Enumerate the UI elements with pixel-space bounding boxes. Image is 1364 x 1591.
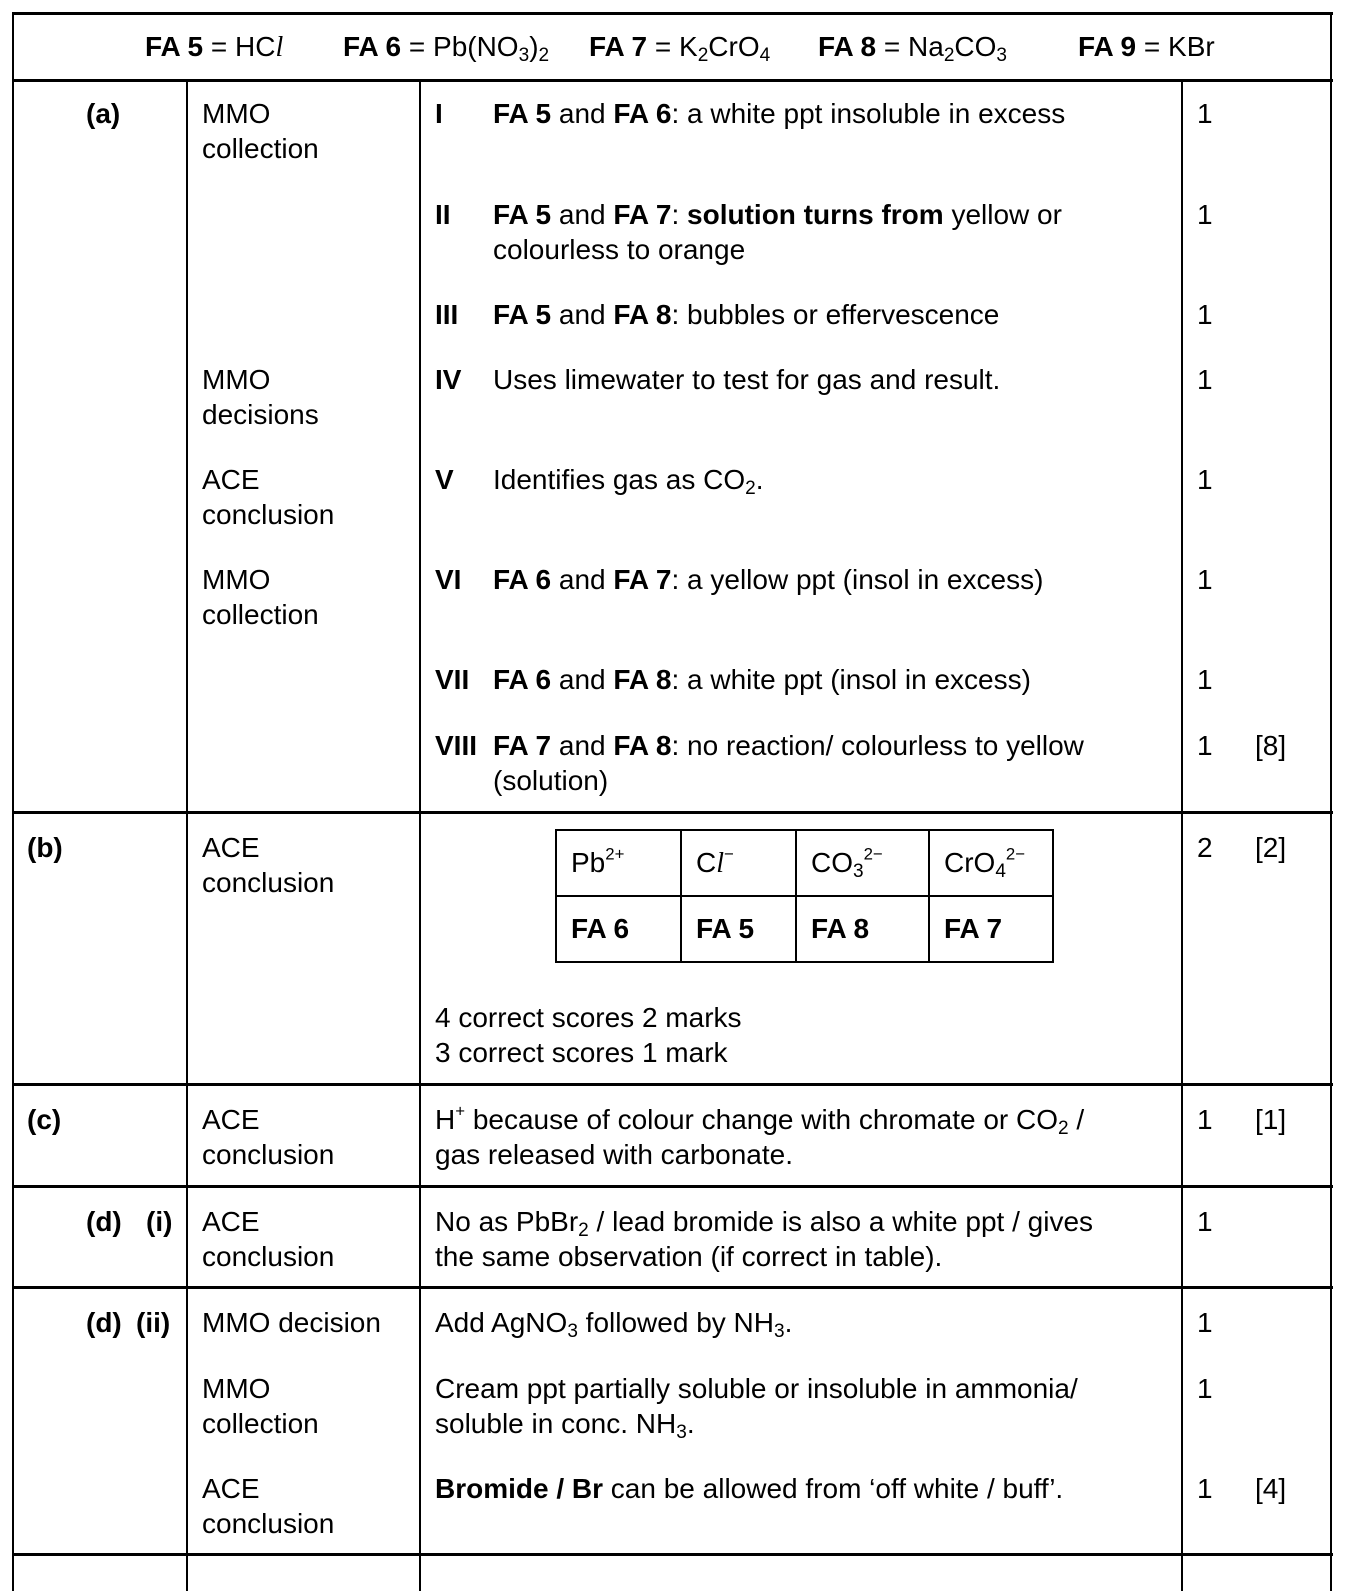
mark-value: 1	[1197, 1206, 1213, 1237]
mark-value: 1	[1197, 364, 1213, 395]
mark-value: 1	[1197, 564, 1213, 595]
header-fa5: FA 5 = HCl	[145, 31, 284, 63]
skill-mmo-decision: MMO decision	[202, 1307, 381, 1338]
table-divider-header	[12, 79, 1333, 82]
item-number: III	[435, 299, 459, 330]
part-label-ii: (ii)	[136, 1307, 171, 1338]
table-divider-c	[12, 1185, 1333, 1188]
column-divider-marks	[1181, 80, 1183, 1591]
part-label-b: (b)	[27, 832, 63, 863]
skill-ace-conclusion: ACE conclusion	[202, 464, 335, 530]
item-text: Identifies gas as $CO_2$.	[493, 464, 764, 499]
header-fa9: FA 9 = KBr	[1078, 31, 1215, 62]
table-border-right	[1330, 12, 1332, 1591]
section-total: [4]	[1255, 1473, 1287, 1504]
section-total: [1]	[1255, 1104, 1287, 1135]
part-label-d: (d)	[86, 1206, 122, 1237]
mark-value: 1	[1197, 1473, 1213, 1504]
answer-cell: FA 8	[796, 896, 929, 962]
ion-cell-cl: Cl−	[681, 830, 796, 896]
item-text: FA 5 and FA 6: a white ppt insoluble in excess	[493, 98, 1066, 129]
item-number: IV	[435, 364, 462, 395]
header-fa8: FA $8 = Na_2CO_3$	[818, 31, 1007, 66]
ion-cell-cro4: CrO$_4^{2-}$	[929, 830, 1053, 896]
skill-ace-conclusion: ACE conclusion	[202, 1206, 335, 1272]
table-divider-b	[12, 1083, 1333, 1086]
table-divider-di	[12, 1286, 1333, 1289]
table-divider-dii	[12, 1553, 1333, 1556]
part-label-c: (c)	[27, 1104, 62, 1135]
mark-value: 1	[1197, 664, 1213, 695]
mark-value: 1	[1197, 730, 1213, 761]
skill-ace-conclusion: ACE conclusion	[202, 1473, 335, 1539]
item-number: V	[435, 464, 454, 495]
mark-value: 1	[1197, 199, 1213, 230]
column-divider-skill	[186, 80, 188, 1591]
skill-mmo-collection: MMO collection	[202, 564, 319, 630]
part-label-a: (a)	[86, 98, 121, 129]
answer-cell: FA 7	[929, 896, 1053, 962]
ion-identification-table	[555, 829, 1054, 963]
answer-cell: FA 6	[556, 896, 681, 962]
column-divider-answer	[419, 80, 421, 1591]
part-label-d: (d)	[86, 1307, 122, 1338]
mark-value: 1	[1197, 1307, 1213, 1338]
skill-mmo-collection: MMO collection	[202, 1373, 319, 1439]
answer-text: Bromide / Br can be allowed from ‘off white / buff’.	[435, 1473, 1064, 1504]
answer-text: Add AgNO$_3$ followed by $NH_3$.	[435, 1307, 793, 1342]
skill-ace-conclusion: ACE conclusion	[202, 1104, 335, 1170]
answer-cell: FA 5	[681, 896, 796, 962]
table-row	[556, 830, 1053, 896]
item-text: FA 5 and FA 7: solution turns from yellow or colourless to orange	[493, 199, 1062, 265]
header-fa7: FA $7 = K_2CrO_4$	[589, 31, 771, 66]
ion-cell-pb: $Pb^{2+}$	[556, 830, 681, 896]
scoring-note: 4 correct scores 2 marks 3 correct scores 1 mark	[435, 1002, 742, 1068]
part-label-i: (i)	[146, 1206, 173, 1237]
header-fa6: FA $6 = Pb(NO_3)_2$	[343, 31, 550, 66]
mark-value: 1	[1197, 1104, 1213, 1135]
section-total: [8]	[1255, 730, 1287, 761]
mark-value: 1	[1197, 98, 1213, 129]
answer-text: No as PbBr$_2$ / lead bromide is also a white ppt / gives the same observation (if correct in table).	[435, 1206, 1094, 1272]
mark-value: 1	[1197, 464, 1213, 495]
table-divider-a	[12, 811, 1333, 814]
table-border-top	[12, 12, 1333, 15]
skill-mmo-decisions: MMO decisions	[202, 364, 319, 430]
mark-value: 1	[1197, 299, 1213, 330]
item-text: Uses limewater to test for gas and result.	[493, 364, 1001, 395]
mark-value: 1	[1197, 1373, 1213, 1404]
table-row	[556, 896, 1053, 962]
ion-cell-co3: $CO_3^{2-}$	[796, 830, 929, 896]
table-border-left	[12, 12, 14, 1591]
item-number: VI	[435, 564, 462, 595]
mark-value: 2	[1197, 832, 1213, 863]
item-text: FA 5 and FA 8: bubbles or effervescence	[493, 299, 1000, 330]
item-number: I	[435, 98, 443, 129]
skill-mmo-collection: MMO collection	[202, 98, 319, 164]
section-total: [2]	[1255, 832, 1287, 863]
item-number: VII	[435, 664, 470, 695]
skill-ace-conclusion: ACE conclusion	[202, 832, 335, 898]
item-text: FA 7 and FA 8: no reaction/ colourless to yellow (solution)	[493, 730, 1084, 796]
item-number: VIII	[435, 730, 478, 761]
answer-text: Cream ppt partially soluble or insoluble in ammonia/ soluble in conc. $NH_3$.	[435, 1373, 1078, 1443]
item-number: II	[435, 199, 451, 230]
item-text: FA 6 and FA 7: a yellow ppt (insol in excess)	[493, 564, 1044, 595]
answer-text: H+ because of colour change with chromate or $CO_2$ / gas released with carbonate.	[435, 1101, 1085, 1170]
item-text: FA 6 and FA 8: a white ppt (insol in excess)	[493, 664, 1031, 695]
